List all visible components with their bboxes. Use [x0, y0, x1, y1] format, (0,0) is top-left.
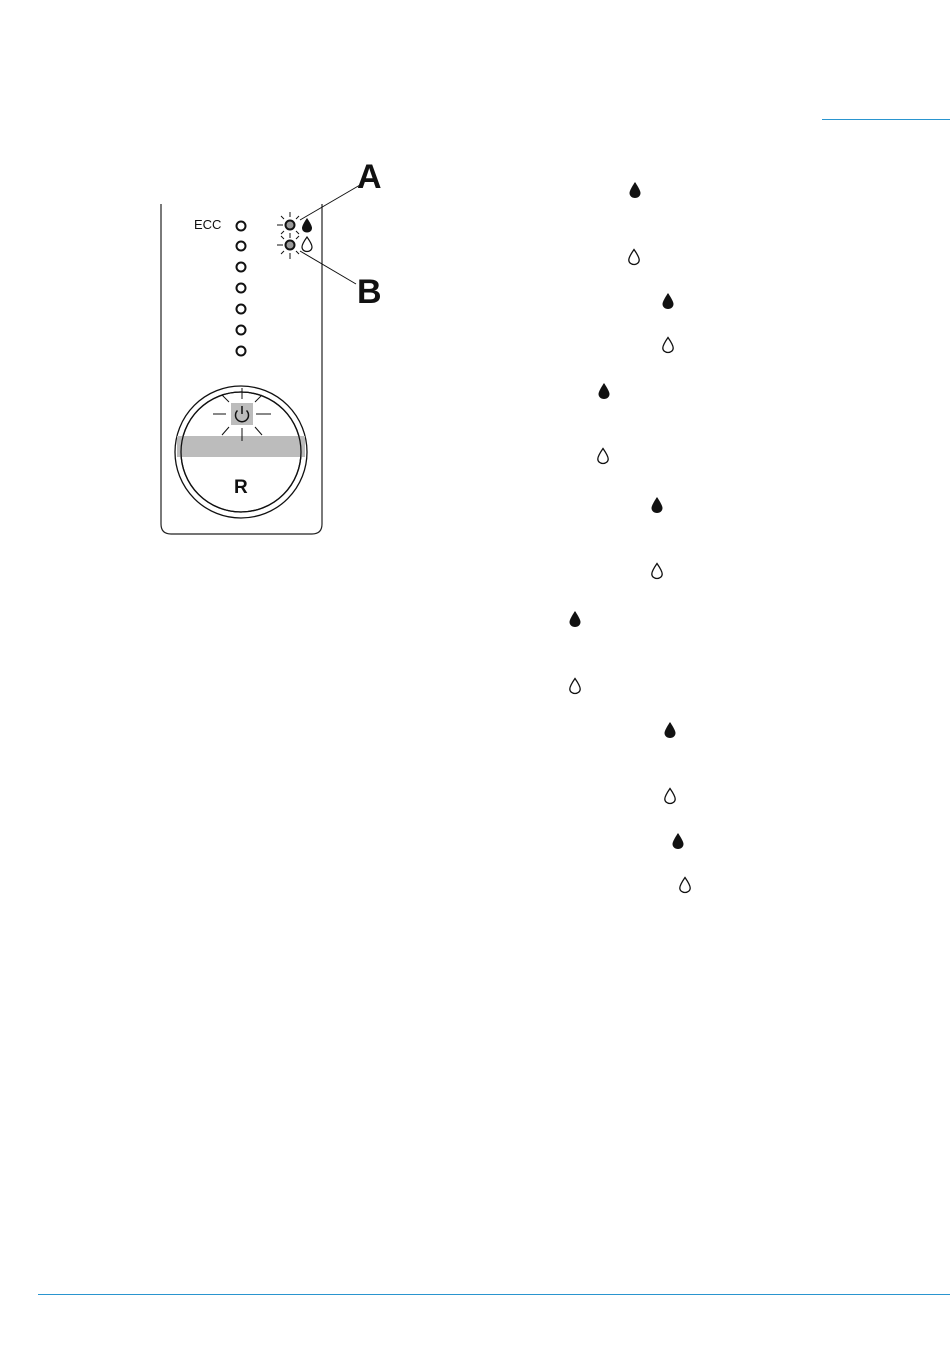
control-panel-figure	[150, 160, 400, 540]
led-ecc	[237, 222, 246, 231]
led-6	[237, 326, 246, 335]
callout-line-a	[300, 185, 360, 220]
header-rule	[822, 119, 950, 120]
drop-outline-icon	[661, 336, 675, 354]
drop-filled-icon	[628, 181, 642, 199]
led-7	[237, 347, 246, 356]
drop-outline-icon	[627, 248, 641, 266]
drop-outline-icon	[663, 787, 677, 805]
callout-b: B	[357, 273, 382, 311]
led-4	[237, 284, 246, 293]
callout-line-b	[300, 251, 356, 284]
drop-filled-icon	[302, 218, 312, 233]
led-a-blinking	[277, 212, 299, 238]
drop-filled-icon	[671, 832, 685, 850]
drop-outline-icon	[302, 237, 312, 252]
ecc-label: ECC	[194, 217, 222, 232]
drop-outline-icon	[568, 677, 582, 695]
led-2	[237, 242, 246, 251]
footer-rule	[38, 1294, 950, 1295]
led-b-blinking	[277, 233, 299, 259]
drop-outline-icon	[650, 562, 664, 580]
drop-filled-icon	[597, 382, 611, 400]
led-5	[237, 305, 246, 314]
led-3	[237, 263, 246, 272]
reset-button-drawing	[175, 386, 307, 518]
drop-outline-icon	[596, 447, 610, 465]
drop-filled-icon	[661, 292, 675, 310]
drop-filled-icon	[568, 610, 582, 628]
drop-filled-icon	[663, 721, 677, 739]
led-column	[237, 222, 246, 356]
callout-a: A	[357, 158, 382, 196]
drop-filled-icon	[650, 496, 664, 514]
reset-label: R	[234, 477, 248, 498]
drop-outline-icon	[678, 876, 692, 894]
control-panel-drawing	[150, 160, 400, 540]
